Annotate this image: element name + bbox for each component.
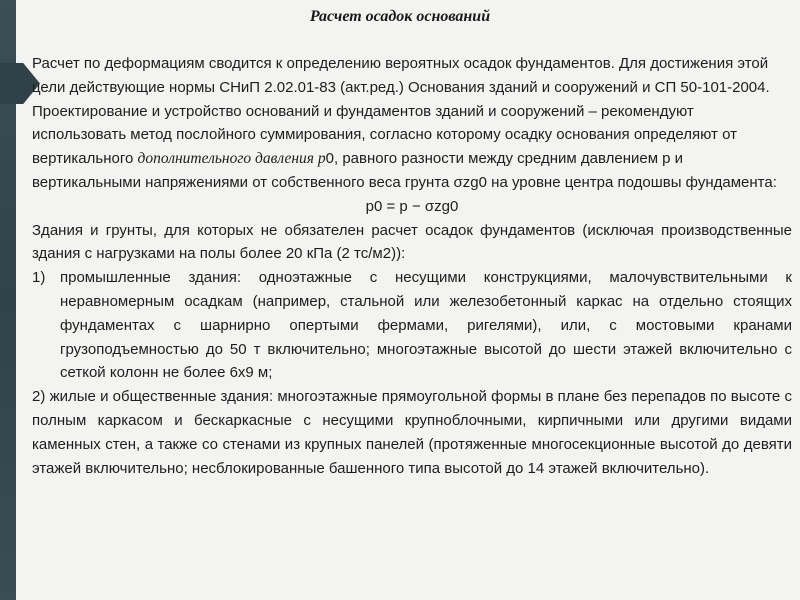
list-item-number: 2) [32, 388, 46, 406]
list-item-text: жилые и общественные здания: многоэтажные прямоугольной формы в плане без перепадов по высоте с полным каркасом и бескаркасные с несущими крупноблочными, кирпичными или другими видами каменных стен, а также со стенами из крупных панелей (протяженные многосекционные высотой до девяти этажей включительно; несблокированные башенного типа высотой до 14 этажей включительно). [32, 388, 792, 477]
list-item-text: промышленные здания: одноэтажные с несущими конструкциями, малочувствительными к неравномерным осадкам (например, стальной или железобетонный каркас на отдельно стоящих фундаментах с шарнирно опертыми фермами, ригелями), или, с мостовыми кранами грузоподъемностью до 50 т включительно; многоэтажные высотой до шести этажей включительно с сеткой колонн не более 6х9 м; [60, 269, 792, 382]
list-item [32, 385, 792, 480]
formula: p0 = p − σzg0 [365, 197, 459, 215]
intro-text: Расчет по деформациям сводится к определению вероятных осадок фундаментов. Для достижения этой цели действующие нормы СНиП 2.02.01-83 (акт.ред.) Основания зданий и сооружений и СП 50-101-2004. Проектирование и устройство оснований и фундаментов зданий и сооружений – рекомендуют использовать метод послойного суммирования, согласно которому осадку основания определяют от вертикального [32, 55, 770, 168]
list-item [32, 266, 792, 385]
slide-body [32, 52, 792, 480]
intro-italic-term: дополнительного давления р [137, 150, 326, 168]
slide-title: Расчет осадок оснований [309, 8, 491, 25]
intro-text-end: 0, равного разности между средним давлением р и вертикальными напряжениями от собственного веса грунта σzg0 на уровне центра подошвы фундамента: [32, 150, 777, 191]
list-item-number: 1) [32, 269, 46, 287]
intro-paragraph [32, 52, 792, 195]
exemption-paragraph: Здания и грунты, для которых не обязателен расчет осадок фундаментов (исключая производственные здания с нагрузками на полы более 20 кПа (2 тс/м2)): [32, 221, 792, 263]
